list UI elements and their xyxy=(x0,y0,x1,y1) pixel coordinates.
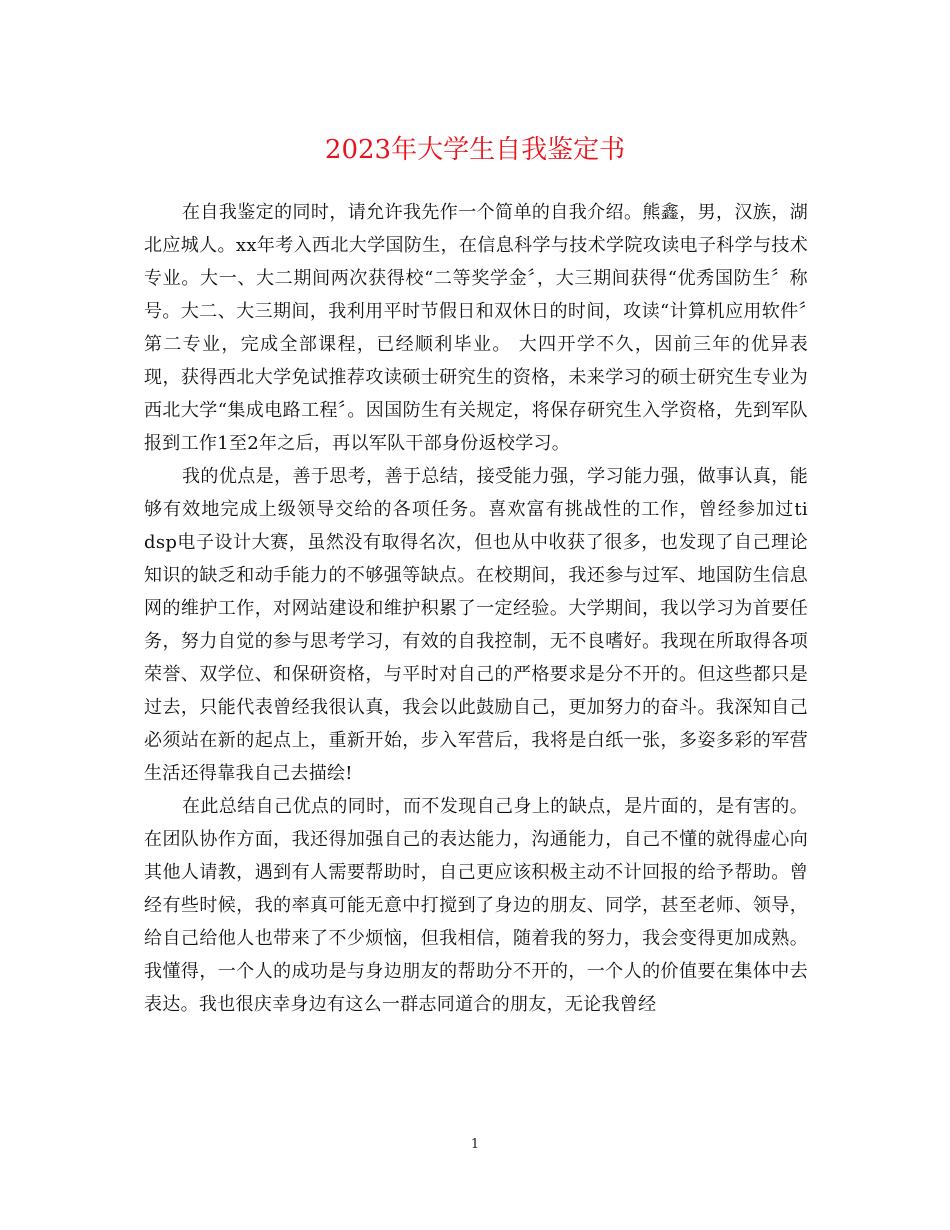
page-number: 1 xyxy=(470,1137,480,1152)
paragraph-weaknesses: 在此总结自己优点的同时，而不发现自己身上的缺点，是片面的，是有害的。在团队协作方面，我还得加强自己的表达能力，沟通能力，自己不懂的就得虚心向其他人请教，遇到有人需要帮助时，自己更应该积极主动不计回报的给予帮助。曾经有些时候，我的率真可能无意中打搅到了身边的朋友、同学，甚至老师、领导，给自己给他人也带来了不少烦恼，但我相信，随着我的努力，我会变得更加成熟。我懂得，一个人的成功是与身边朋友的帮助分不开的，一个人的价值要在集体中去表达。我也很庆幸身边有这么一群志同道合的朋友，无论我曾经 xyxy=(144,796,808,1015)
paragraph-strengths: 我的优点是，善于思考，善于总结，接受能力强，学习能力强，做事认真，能够有效地完成上级领导交给的各项任务。喜欢富有挑战性的工作，曾经参加过ti dsp电子设计大赛，虽然没有取得名次，但也从中收获了很多，也发现了自己理论知识的缺乏和动手能力的不够强等缺点。在校期间，我还参与过军、地国防生信息网的维护工作，对网站建设和维护积累了一定经验。大学期间，我以学习为首要任务，努力自觉的参与思考学习，有效的自我控制，无不良嗜好。我现在所取得各项荣誉、双学位、和保研资格，与平时对自己的严格要求是分不开的。但这些都只是过去，只能代表曾经我很认真，我会以此鼓励自己，更加努力的奋斗。我深知自己必须站在新的起点上，重新开始，步入军营后，我将是白纸一张，多姿多彩的军营生活还得靠我自己去描绘! xyxy=(144,466,808,784)
document-body xyxy=(144,196,808,1021)
document-title: 2023年大学生自我鉴定书 xyxy=(324,135,626,165)
paragraph-self-introduction: 在自我鉴定的同时，请允许我先作一个简单的自我介绍。熊鑫，男，汉族，湖北应城人。xx年考入西北大学国防生，在信息科学与技术学院攻读电子科学与技术专业。大一、大二期间两次获得校“二等奖学金〞，大三期间获得“优秀国防生〞称号。大二、大三期间，我利用平时节假日和双休日的时间，攻读“计算机应用软件〞第二专业，完成全部课程，已经顺利毕业。 大四开学不久，因前三年的优异表现，获得西北大学免试推荐攻读硕士研究生的资格，未来学习的硕士研究生专业为西北大学“集成电路工程〞。因国防生有关规定，将保存研究生入学资格，先到军队报到工作1至2年之后，再以军队干部身份返校学习。 xyxy=(144,202,808,454)
